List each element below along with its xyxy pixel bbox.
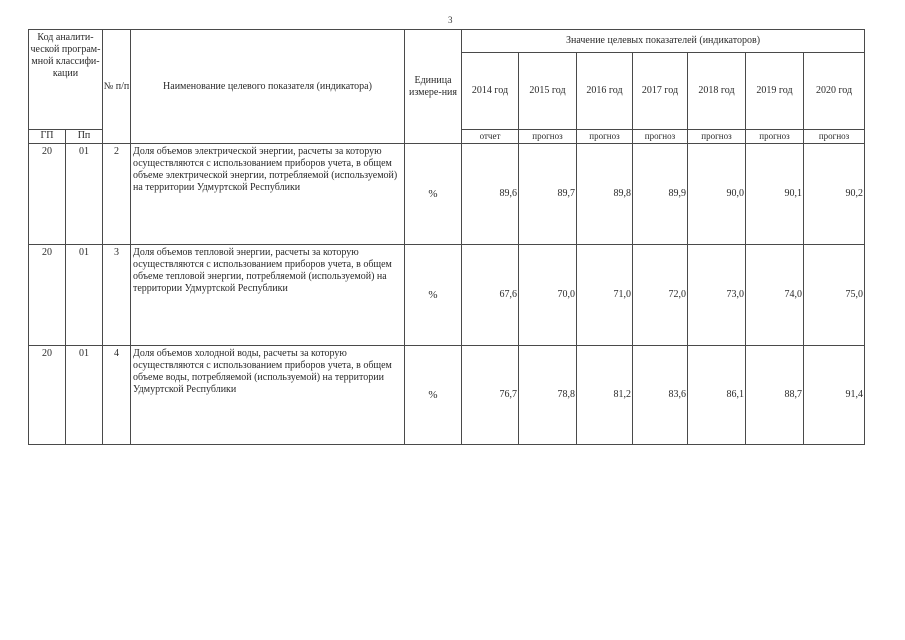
cell-gp-code: 20: [29, 346, 66, 445]
cell-value: 90,1: [746, 144, 804, 245]
table-row: [29, 144, 865, 245]
header-status: прогноз: [577, 130, 633, 144]
header-status: отчет: [462, 130, 519, 144]
cell-value: 88,7: [746, 346, 804, 445]
header-code-classification: Код аналити-ческой програм-мной классифи-кации: [29, 30, 103, 130]
cell-pp-code: 01: [66, 346, 103, 445]
cell-value: 90,0: [688, 144, 746, 245]
header-status: прогноз: [746, 130, 804, 144]
cell-pp-code: 01: [66, 144, 103, 245]
cell-value: 76,7: [462, 346, 519, 445]
cell-gp-code: 20: [29, 245, 66, 346]
target-indicators-table: [28, 29, 865, 445]
cell-value: 89,6: [462, 144, 519, 245]
cell-value: 86,1: [688, 346, 746, 445]
cell-unit: %: [405, 144, 462, 245]
cell-indicator-name: Доля объемов электрической энергии, расчеты за которую осуществляются с использованием приборов учета, в общем объеме электрической энергии, потребляемой (используемой) на территории Удмуртской Республики: [131, 144, 405, 245]
header-year: 2014 год: [462, 53, 519, 130]
header-row-number: № п/п: [103, 30, 131, 144]
header-year: 2019 год: [746, 53, 804, 130]
cell-pp-code: 01: [66, 245, 103, 346]
cell-value: 72,0: [633, 245, 688, 346]
cell-row-number: 4: [103, 346, 131, 445]
cell-value: 81,2: [577, 346, 633, 445]
cell-unit: %: [405, 346, 462, 445]
cell-value: 83,6: [633, 346, 688, 445]
cell-value: 67,6: [462, 245, 519, 346]
cell-value: 78,8: [519, 346, 577, 445]
cell-value: 89,8: [577, 144, 633, 245]
header-year: 2017 год: [633, 53, 688, 130]
header-status: прогноз: [804, 130, 865, 144]
cell-value: 89,9: [633, 144, 688, 245]
cell-value: 90,2: [804, 144, 865, 245]
table-row: [29, 245, 865, 346]
header-year: 2018 год: [688, 53, 746, 130]
header-indicator-name: Наименование целевого показателя (индикатора): [131, 30, 405, 144]
cell-indicator-name: Доля объемов тепловой энергии, расчеты за которую осуществляются с использованием приборов учета, в общем объеме тепловой энергии, потребляемой (используемой) на территории Удмуртской Республики: [131, 245, 405, 346]
cell-row-number: 2: [103, 144, 131, 245]
cell-value: 71,0: [577, 245, 633, 346]
table-row: [29, 346, 865, 445]
cell-gp-code: 20: [29, 144, 66, 245]
cell-unit: %: [405, 245, 462, 346]
cell-value: 74,0: [746, 245, 804, 346]
header-code-pp: Пп: [66, 130, 103, 144]
header-status: прогноз: [688, 130, 746, 144]
cell-value: 89,7: [519, 144, 577, 245]
header-status: прогноз: [633, 130, 688, 144]
header-status: прогноз: [519, 130, 577, 144]
cell-value: 91,4: [804, 346, 865, 445]
header-year: 2020 год: [804, 53, 865, 130]
cell-value: 75,0: [804, 245, 865, 346]
header-target-values: Значение целевых показателей (индикаторов): [462, 30, 865, 53]
cell-value: 73,0: [688, 245, 746, 346]
header-unit: Единица измере-ния: [405, 30, 462, 144]
page-number: 3: [448, 15, 453, 25]
cell-value: 70,0: [519, 245, 577, 346]
header-row-top: [29, 30, 865, 53]
header-code-gp: ГП: [29, 130, 66, 144]
cell-indicator-name: Доля объемов холодной воды, расчеты за которую осуществляются с использованием приборов учета, в общем объеме воды, потребляемой (используемой) на территории Удмуртской Республики: [131, 346, 405, 445]
header-year: 2015 год: [519, 53, 577, 130]
cell-row-number: 3: [103, 245, 131, 346]
header-year: 2016 год: [577, 53, 633, 130]
